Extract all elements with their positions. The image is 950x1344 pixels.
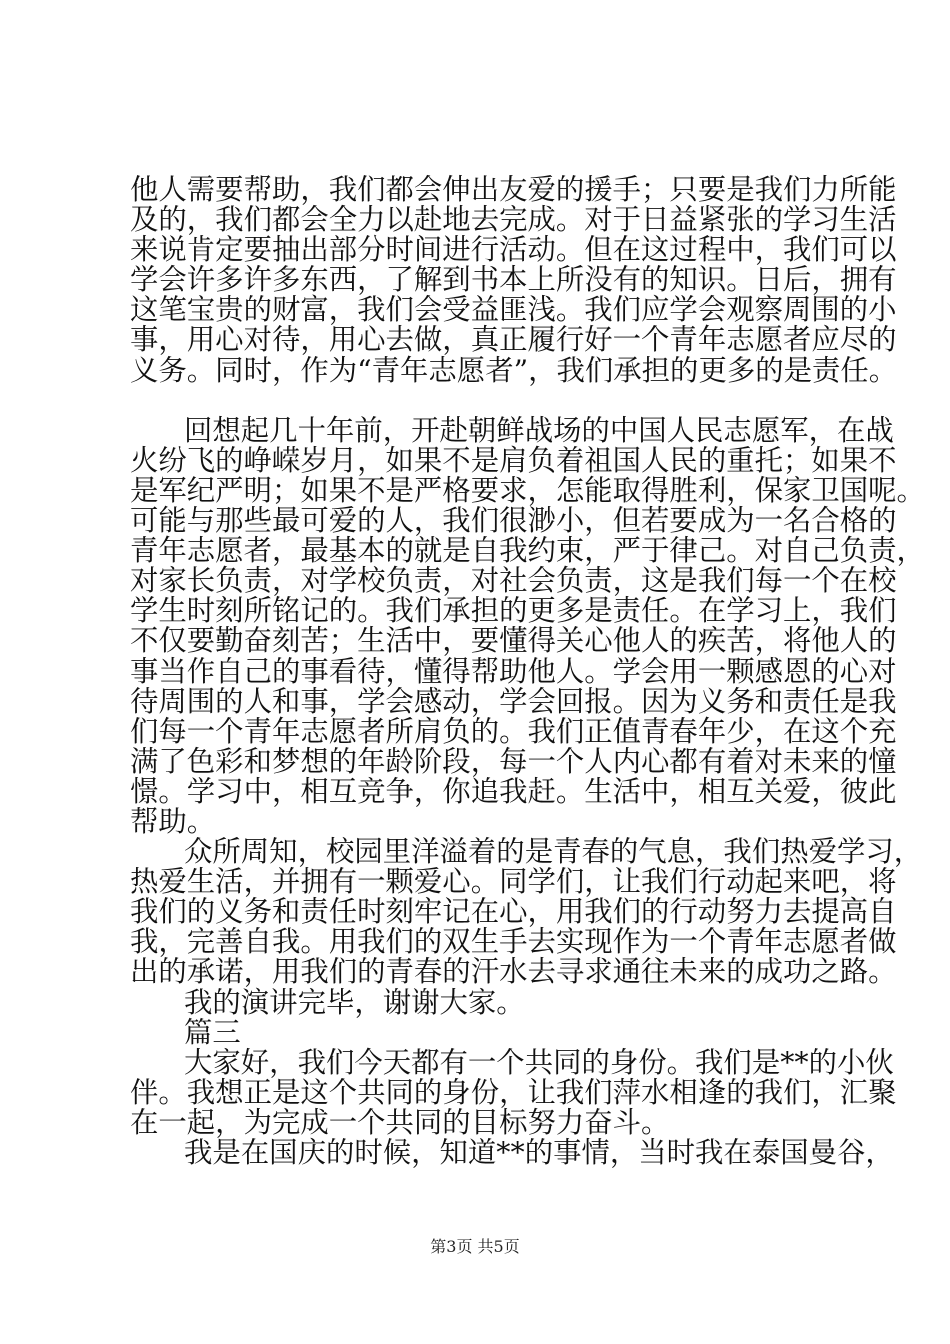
text-line: 我，完善自我。用我们的双生手去实现作为一个青年志愿者做 xyxy=(130,925,897,959)
text-line: 帮助。 xyxy=(130,804,216,838)
text-line: 火纷飞的峥嵘岁月，如果不是肩负着祖国人民的重托；如果不 xyxy=(130,443,897,477)
text-line: 事当作自己的事看待，懂得帮助他人。学会用一颗感恩的心对 xyxy=(130,654,897,688)
text-line: 及的，我们都会全力以赴地去完成。对于日益紧张的学习生活 xyxy=(130,203,897,237)
page-label: 第3页 共5页 xyxy=(430,1237,520,1256)
text-line: 可能与那些最可爱的人，我们很渺小，但若要成为一名合格的 xyxy=(130,504,897,538)
paragraph-start-line: 众所周知，校园里洋溢着的是青春的气息，我们热爱学习， xyxy=(184,835,923,869)
text-line: 义务。同时，作为“青年志愿者”，我们承担的更多的是责任。 xyxy=(130,353,898,387)
paragraph-start-line: 回想起几十年前，开赴朝鲜战场的中国人民志愿军，在战 xyxy=(184,413,894,447)
text-line: 来说肯定要抽出部分时间进行活动。但在这过程中，我们可以 xyxy=(130,233,897,267)
text-line: 是军纪严明；如果不是严格要求，怎能取得胜利，保家卫国呢。 xyxy=(130,473,925,507)
text-line: 伴。我想正是这个共同的身份，让我们萍水相逢的我们，汇聚 xyxy=(130,1075,897,1109)
text-line: 青年志愿者，最基本的就是自我约束，严于律己。对自己负责， xyxy=(130,534,925,568)
paragraph-start-line: 大家好，我们今天都有一个共同的身份。我们是**的小伙 xyxy=(184,1045,894,1079)
text-line: 憬。学习中，相互竞争，你追我赶。生活中，相互关爱，彼此 xyxy=(130,774,897,808)
text-line: 在一起，为完成一个共同的目标努力奋斗。 xyxy=(130,1105,670,1139)
section-heading: 篇三 xyxy=(184,1015,241,1049)
text-line: 这笔宝贵的财富，我们会受益匪浅。我们应学会观察周围的小 xyxy=(130,293,897,327)
text-line: 他人需要帮助，我们都会伸出友爱的援手；只要是我们力所能 xyxy=(130,173,897,206)
text-line: 出的承诺，用我们的青春的汗水去寻求通往未来的成功之路。 xyxy=(130,955,897,989)
text-line: 事，用心对待，用心去做，真正履行好一个青年志愿者应尽的 xyxy=(130,323,897,357)
text-line: 学会许多许多东西，了解到书本上所没有的知识。日后，拥有 xyxy=(130,263,897,297)
text-line: 待周围的人和事，学会感动，学会回报。因为义务和责任是我 xyxy=(130,684,897,718)
paragraph-start-line: 我是在国庆的时候，知道**的事情，当时我在泰国曼谷， xyxy=(184,1136,894,1169)
paragraph-start-line: 我的演讲完毕，谢谢大家。 xyxy=(184,985,525,1019)
text-line: 热爱生活，并拥有一颗爱心。同学们，让我们行动起来吧，将 xyxy=(130,865,897,899)
page-number-footer xyxy=(0,1237,950,1257)
text-line: 学生时刻所铭记的。我们承担的更多是责任。在学习上，我们 xyxy=(130,594,897,628)
text-line: 对家长负责，对学校负责，对社会负责，这是我们每一个在校 xyxy=(130,564,897,598)
text-line: 们每一个青年志愿者所肩负的。我们正值青春年少，在这个充 xyxy=(130,714,897,748)
text-line: 满了色彩和梦想的年龄阶段，每一个人内心都有着对未来的憧 xyxy=(130,744,897,778)
text-line: 不仅要勤奋刻苦；生活中，要懂得关心他人的疾苦，将他人的 xyxy=(130,624,897,658)
text-line: 我们的义务和责任时刻牢记在心，用我们的行动努力去提高自 xyxy=(130,895,897,929)
